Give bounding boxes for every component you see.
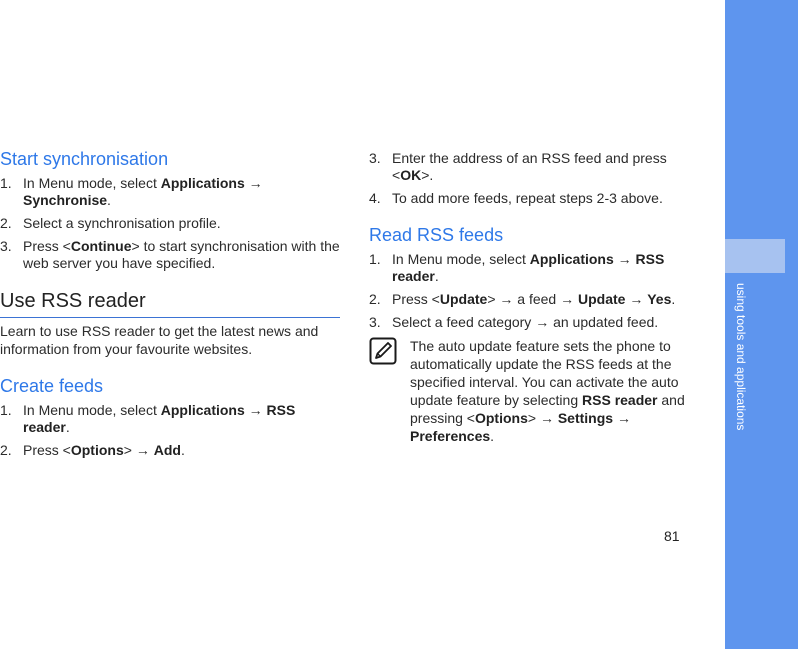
menu-term: OK (400, 167, 422, 183)
step-text: . (671, 291, 676, 307)
heading-read-rss-feeds: Read RSS feeds (369, 225, 504, 245)
step-text: Select a feed category → an updated feed. (392, 314, 659, 330)
right-column (369, 147, 701, 445)
note-text-part: > → (527, 410, 558, 426)
menu-term: Settings (557, 410, 614, 426)
note-text-part: and pressing < (410, 392, 685, 426)
step-text: → (625, 291, 648, 307)
step-text: Press < (23, 442, 71, 458)
menu-term: Applications (160, 175, 245, 191)
heading-start-synchronisation: Start synchronisation (0, 149, 169, 169)
list-item (369, 291, 701, 308)
step-text: Enter the address of an RSS feed and press < (392, 150, 667, 183)
step-text: → (613, 251, 636, 267)
menu-term: Continue (70, 238, 132, 254)
step-number: 2. (0, 215, 12, 231)
left-column (0, 147, 340, 465)
heading-use-rss-reader: Use RSS reader (0, 288, 340, 318)
sidebar-section-label: using tools and applications (734, 283, 748, 431)
list-item (0, 442, 340, 459)
step-number: 4. (369, 190, 381, 206)
list-item (369, 190, 701, 207)
list-item (0, 215, 340, 232)
step-number: 1. (0, 402, 12, 418)
list-item (0, 238, 340, 272)
note-text-part: → (613, 410, 631, 426)
step-text: → (244, 175, 263, 191)
list-item (0, 402, 340, 436)
step-number: 3. (369, 150, 381, 166)
note-box (369, 337, 701, 445)
create-feeds-steps-continued (369, 150, 701, 207)
note-text-part: The auto update feature sets the phone to automatically update the RSS feeds at the specified interval. You can activate the auto update feature by selecting (410, 338, 679, 408)
menu-term: Synchronise (23, 192, 108, 208)
sidebar-tab (725, 239, 785, 273)
read-feeds-steps (369, 251, 701, 331)
note-text-part: . (490, 428, 495, 444)
step-text: . (65, 419, 70, 435)
start-sync-steps (0, 175, 340, 272)
step-number: 3. (0, 238, 12, 254)
step-text: . (107, 192, 111, 208)
menu-term: RSS reader (23, 402, 296, 435)
menu-term: RSS reader (392, 251, 665, 284)
list-item (0, 175, 340, 209)
step-text: In Menu mode, select (392, 251, 530, 267)
step-number: 1. (369, 251, 381, 267)
menu-term: Update (439, 291, 488, 307)
note-text (410, 337, 702, 445)
note-pencil-icon (369, 337, 397, 365)
step-text: >. (421, 167, 434, 183)
step-text: > → a feed → (487, 291, 578, 307)
step-text: To add more feeds, repeat steps 2-3 above. (392, 190, 663, 206)
menu-term: Options (70, 442, 124, 458)
list-item (369, 251, 701, 285)
menu-term: RSS reader (582, 392, 658, 408)
step-number: 1. (0, 175, 12, 191)
heading-create-feeds: Create feeds (0, 376, 104, 396)
rss-intro: Learn to use RSS reader to get the latest news and information from your favourite websites. (0, 323, 319, 357)
menu-term: Yes (647, 291, 672, 307)
step-text: In Menu mode, select (23, 402, 161, 418)
step-text: → (244, 402, 267, 418)
menu-term: Add (153, 442, 181, 458)
step-text: > to start synchronisation with the web server you have specified. (23, 238, 340, 271)
step-number: 2. (369, 291, 381, 307)
step-text: Press < (392, 291, 440, 307)
menu-term: Update (577, 291, 626, 307)
menu-term: Options (474, 410, 528, 426)
step-number: 3. (369, 314, 381, 330)
menu-term: Preferences (410, 428, 491, 444)
list-item (369, 150, 701, 184)
menu-term: Applications (160, 402, 245, 418)
create-feeds-steps (0, 402, 340, 459)
menu-term: Applications (529, 251, 614, 267)
step-text: > → (123, 442, 154, 458)
step-number: 2. (0, 442, 12, 458)
step-text: In Menu mode, select (23, 175, 161, 191)
step-text: Select a synchronisation profile. (23, 215, 221, 231)
list-item (369, 314, 701, 331)
step-text: . (180, 442, 185, 458)
step-text: . (434, 268, 439, 284)
page-number: 81 (664, 528, 680, 544)
step-text: Press < (23, 238, 71, 254)
